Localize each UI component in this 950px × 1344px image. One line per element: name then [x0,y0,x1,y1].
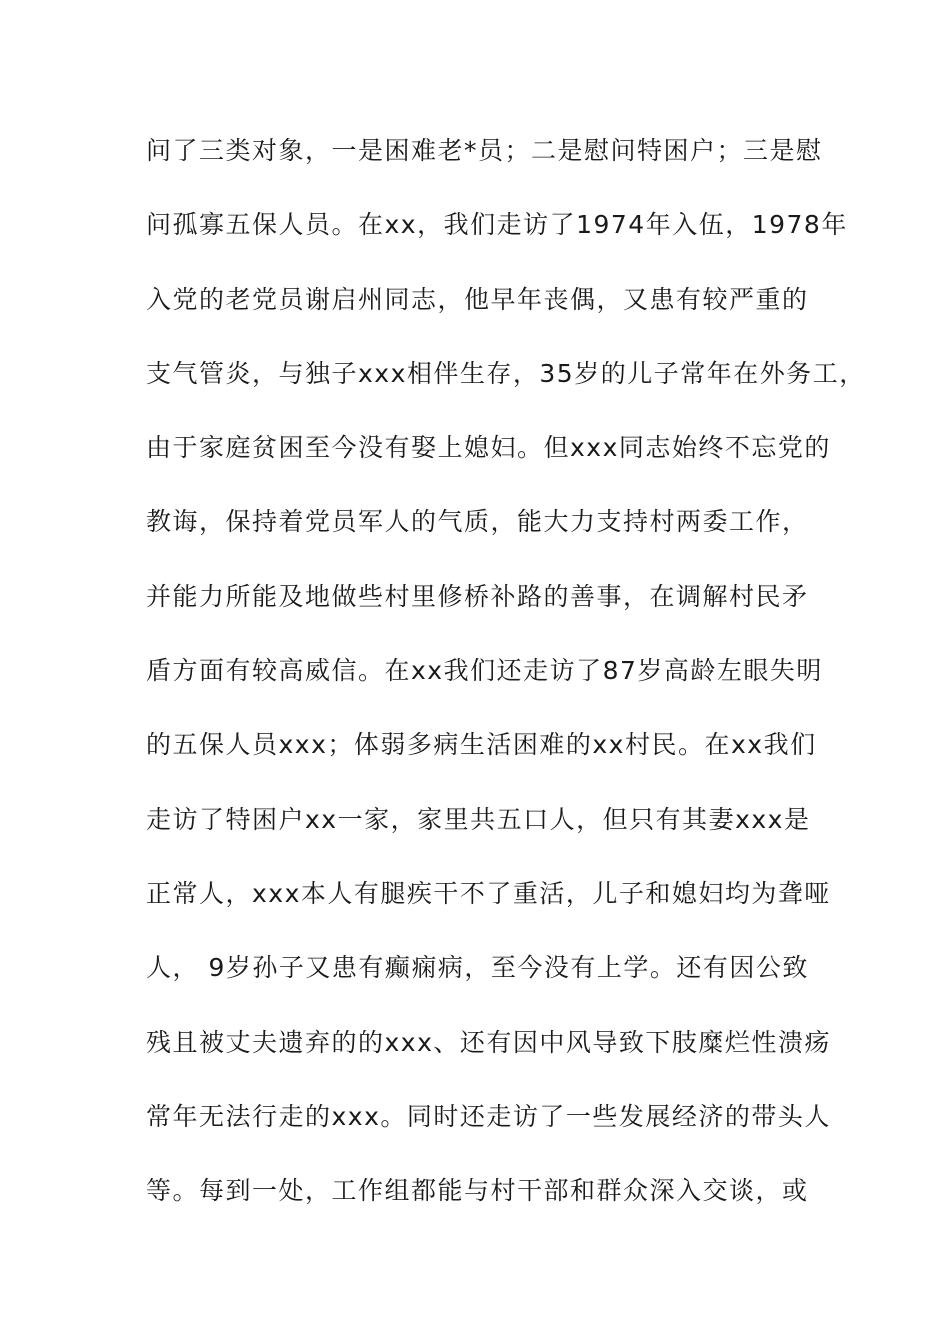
text-line: 问孤寡五保人员。在xx，我们走访了1974年入伍，1978年 [146,210,848,240]
text-line: 常年无法行走的xxx。同时还走访了一些发展经济的带头人 [146,1101,831,1131]
text-line: 支气管炎，与独子xxx相伴生存，35岁的儿子常年在外务工， [146,358,866,388]
text-line: 入党的老党员谢启州同志，他早年丧偶，又患有较严重的 [146,284,809,314]
text-line: 等。每到一处，工作组都能与村干部和群众深入交谈，或 [146,1176,809,1206]
body-text [146,126,866,1240]
text-line: 并能力所能及地做些村里修桥补路的善事，在调解村民矛 [146,581,809,611]
text-line: 教诲，保持着党员军人的气质，能大力支持村两委工作， [146,507,809,537]
text-line: 由于家庭贫困至今没有娶上媳妇。但xxx同志始终不忘党的 [146,433,831,463]
text-line: 正常人，xxx本人有腿疾干不了重活，儿子和媳妇均为聋哑 [146,878,831,908]
text-line: 人， 9岁孙子又患有癫痫病，至今没有上学。还有因公致 [146,953,809,983]
text-line: 残且被丈夫遗弃的的xxx、还有因中风导致下肢糜烂性溃疡 [146,1027,831,1057]
text-line: 的五保人员xxx；体弱多病生活困难的xx村民。在xx我们 [146,730,817,760]
text-line: 走访了特困户xx一家，家里共五口人，但只有其妻xxx是 [146,804,811,834]
text-line: 问了三类对象，一是困难老*员；二是慰问特困户；三是慰 [146,136,823,165]
text-line: 盾方面有较高威信。在xx我们还走访了87岁高龄左眼失明 [146,656,823,686]
